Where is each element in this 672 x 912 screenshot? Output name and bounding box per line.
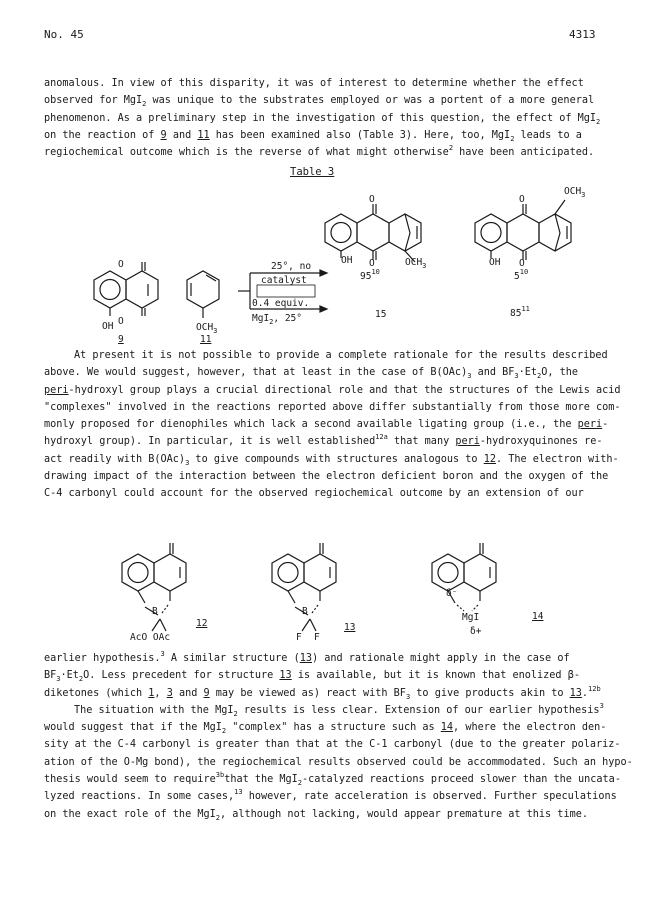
ratio-5: $5^{10}$: [514, 268, 529, 282]
structure-13: [272, 543, 336, 631]
ratio-95: $95^{10}$: [360, 268, 380, 282]
arrow-condition-equiv: 0.4 equiv.: [252, 298, 310, 309]
structure-14: [432, 543, 496, 611]
label-f-left: F: [296, 632, 302, 643]
label-delta-plus: δ+: [470, 626, 482, 637]
arrow-condition-mgi2: MgI$_2$, 25°: [252, 313, 302, 326]
label-f-right: F: [314, 632, 320, 643]
label-och3-11: $OCH_3$: [196, 322, 218, 335]
label-b-13: B: [302, 606, 308, 617]
complex-structures-12-13-14: [100, 525, 580, 645]
label-oh-a: OH: [341, 255, 353, 266]
label-o-b-top: O: [519, 194, 525, 205]
label-12: 12: [196, 618, 208, 629]
label-delta-minus: δ⁻: [446, 588, 458, 599]
compound-11-structure: [187, 271, 219, 318]
label-14: 14: [532, 611, 544, 622]
label-och3-a: $OCH_3$: [405, 257, 427, 270]
compound-9-label: 9: [118, 334, 124, 345]
paragraph-rationale: At present it is not possible to provide a complete rationale for the results described above. We would suggest, however, that at least in the case of $B(OAc)_3$ and $BF_3\cdot Et_2O$, the peri-hydroxyl group plays a crucial directional role and that the structures of the Lewis acid "complexes" involved in the reactions reported above differ substantially from those more com- monly proposed for dienophiles which lack a second available ligating group (i.e., the peri- hydroxyl group). In particular, it is well established$^{12a}$ that many peri-hydroxyquinones re- act readily with $B(OAc)_3$ to give compounds with structures analogous to 12. The electron with- drawing impact of the interaction between the electron deficient boron and the oxygen of the C-4 carbonyl could account for the observed regiochemical outcome by an extension of our: [44, 350, 621, 500]
table-caption: Table 3: [290, 166, 335, 178]
journal-issue: No. 45: [44, 28, 84, 41]
ratio-85: $85^{11}$: [510, 305, 530, 319]
label-aco-oac: AcO OAc: [130, 632, 171, 643]
label-mgi: MgI: [462, 612, 480, 623]
arrow-condition-catalyst: catalyst: [261, 275, 307, 286]
label-och3-b: $OCH_3$: [564, 186, 586, 199]
ratio-15: 15: [375, 309, 387, 320]
label-o-a: O: [369, 258, 375, 269]
label-oh-9: OH: [102, 321, 114, 332]
product-adduct-structure-a: [325, 204, 421, 262]
arrow-condition-top: 25°, no: [271, 261, 312, 272]
page-number: 4313: [569, 28, 596, 41]
label-oh-b: OH: [489, 257, 501, 268]
label-o-top: O: [118, 259, 124, 270]
compound-11-label: 11: [200, 334, 212, 345]
compound-9-structure: [94, 262, 158, 316]
structure-12: [122, 543, 186, 631]
label-13: 13: [344, 622, 356, 633]
paragraph-hypothesis: earlier hypothesis.$^3$ A similar structure (13) and rationale might apply in the case of $BF_3\cdot Et_2O$. Less precedent for structure 13 is available, but it is known that enolized β- diketones (which 1, 3 and 9 may be viewed as) react with $BF_3$ to give products akin to 13.$^{12b}$ The situation with the MgI$_2$ results is less clear. Extension of our earlier hypothesis$^3$ would suggest that if the MgI$_2$ "complex" has a structure such as 14, where the electron den- sity at the C-4 carbonyl is greater than that at the C-1 carbonyl (due to the greater polariz- ation of the O-Mg bond), the regiochemical results observed could be accommodated. Such an hypo- thesis would seem to require$^{3b}$that the MgI$_2$-catalyzed reactions proceed slower than the uncata- lyzed reactions. In some cases,$^{13}$ however, rate acceleration is observed. Further speculations on the exact role of the MgI$_2$, although not lacking, would appear premature at this time.: [44, 650, 633, 822]
product-adduct-structure-b: [475, 200, 571, 260]
label-o-bottom: O: [118, 316, 124, 327]
label-o-a-top: O: [369, 194, 375, 205]
label-b-12: B: [152, 606, 158, 617]
paragraph-intro: anomalous. In view of this disparity, it was of interest to determine whether the effect observed for MgI$_2$ was unique to the substrates employed or was a portent of a more general phenomenon. As a preliminary step in the investigation of this question, the effect of MgI$_2$ on the reaction of 9 and 11 has been examined also (Table 3). Here, too, MgI$_2$ leads to a regiochemical outcome which is the reverse of what might otherwise$^2$ have been anticipated.: [44, 78, 601, 159]
label-o-b: O: [519, 258, 525, 269]
